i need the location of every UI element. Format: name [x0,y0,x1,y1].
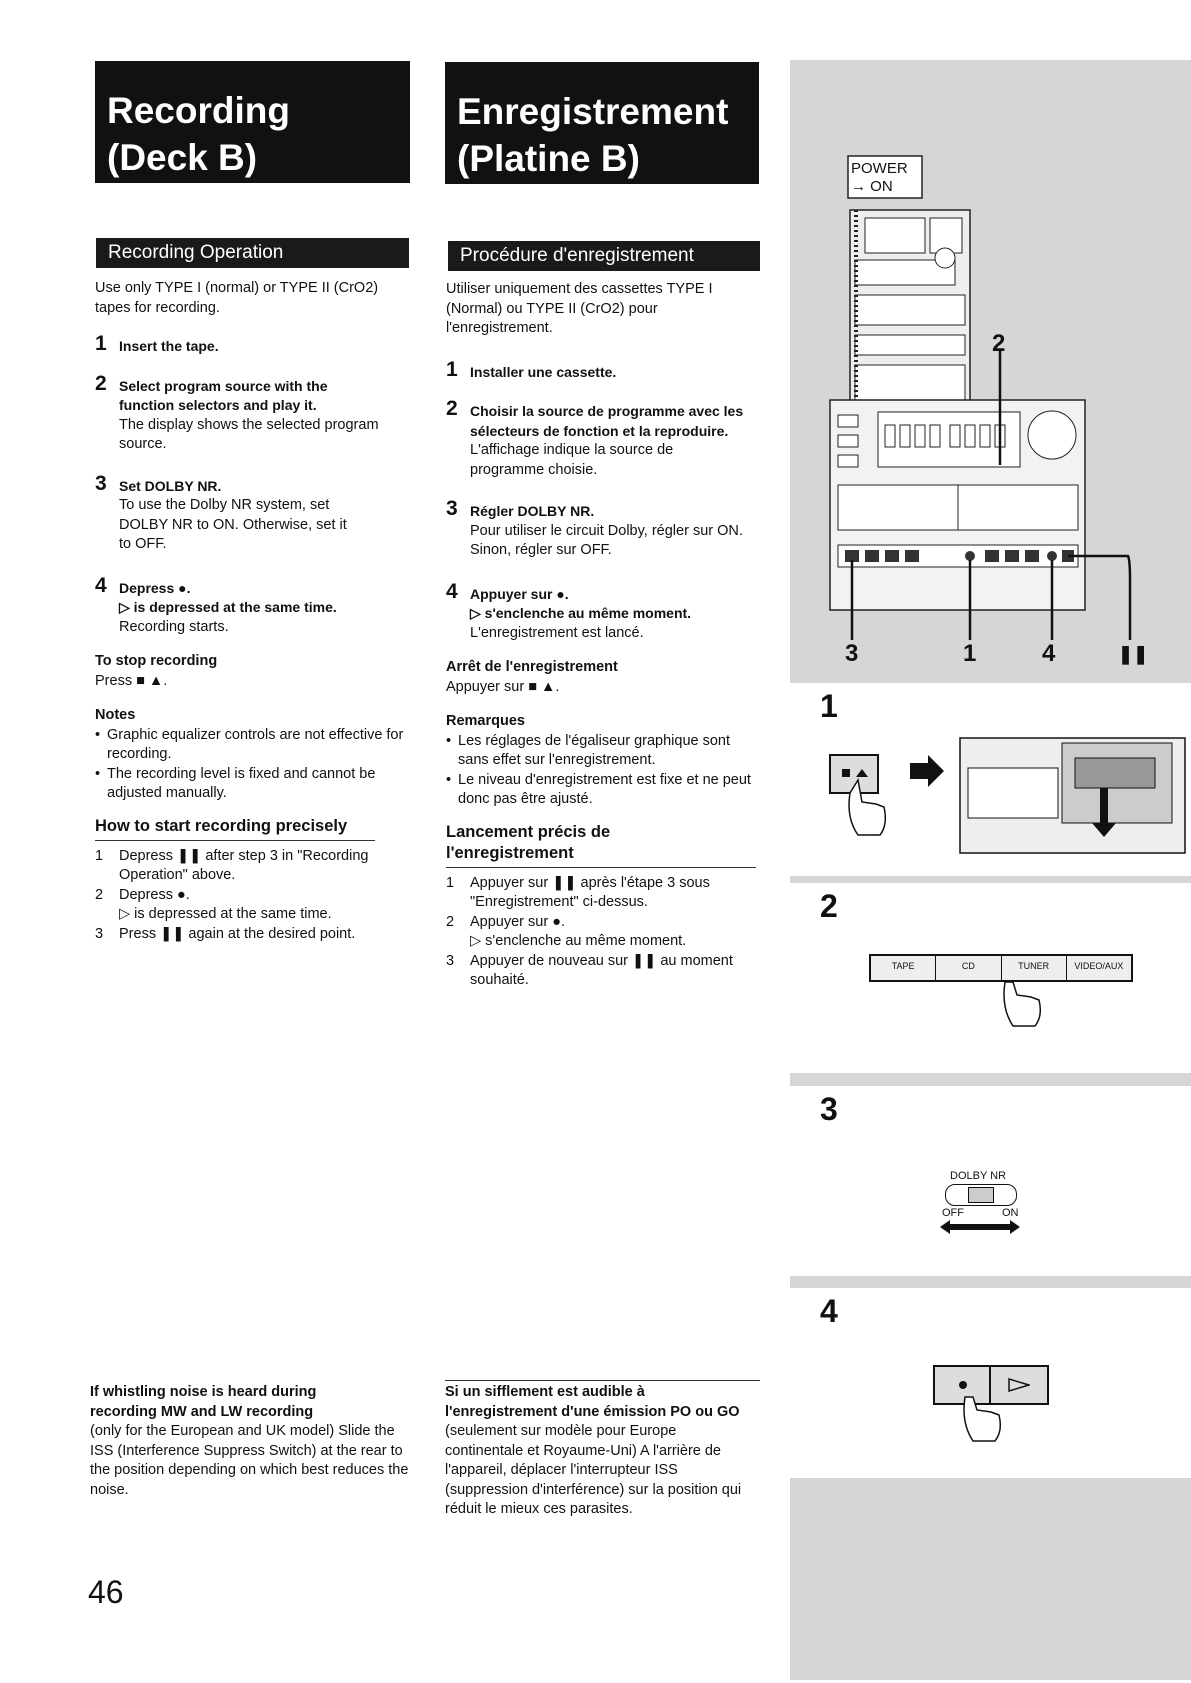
step-heading: Insert the tape. [119,338,219,354]
step-2 [446,397,761,480]
pointing-hand-icon [995,978,1055,1038]
step-1 [446,357,761,383]
step-number: 2 [95,371,107,395]
precise-heading: How to start recording precisely [95,816,375,841]
callout-3: 3 [845,640,859,667]
step-number: 3 [95,471,107,495]
record-icon [959,1381,967,1389]
panel-number: 2 [820,888,838,924]
whistle-note-french [445,1383,755,1520]
whistle-note-english [90,1383,410,1500]
figure-panel-1 [790,683,1191,876]
note-item: • Les réglages de l'égaliseur graphique sont sans effet sur l'enregistrement. [446,732,731,768]
panel-number: 4 [820,1293,838,1329]
step-heading: Appuyer sur ●. [470,585,569,602]
stop-text: Press ■ ▲. [95,672,168,689]
list-item: 1 Depress ❚❚ after step 3 in "Recording Operation" above. [95,847,369,883]
page-title-french [445,62,759,184]
panel-number: 1 [820,688,838,724]
callout-pause: ❚❚ [1118,644,1149,664]
precise-heading: Lancement précis de l'enregistrement [446,822,756,868]
intro-text: Utiliser uniquement des cassettes TYPE I (Normal) ou TYPE II (CrO2) pour l'enregistrement. [446,281,713,336]
step-text: To use the Dolby NR system, set DOLBY NR to ON. Otherwise, set it to OFF. [119,497,347,552]
intro-text: Use only TYPE I (normal) or TYPE II (CrO2) tapes for recording. [95,280,379,316]
list-item: ▷ s'enclenche au même moment. [470,933,687,949]
title-line-2: (Platine B) [457,138,640,179]
list-item: ▷ is depressed at the same time. [119,906,332,922]
double-arrow-icon [940,1220,1020,1234]
step-3 [446,497,761,561]
step-3 [95,471,410,555]
whistle-text: (seulement sur modèle pour Europe continentale et Royaume-Uni) A l'arrière de l'appareil, déplacer l'interrupteur ISS (suppression d'interférence) sur la position qui réduit le mieux ces parasites. [445,1423,742,1517]
title-line-1: Recording [107,90,290,131]
page-title-english [95,61,410,183]
left-column [95,279,410,944]
list-item: 2 Depress ●. [95,886,190,903]
step-text: Pour utiliser le circuit Dolby, régler sur ON. Sinon, régler sur OFF. [470,522,743,558]
list-item: 3 Appuyer de nouveau sur ❚❚ au moment souhaité. [446,952,733,988]
figure-panel-3 [790,1086,1191,1276]
dolby-on-label: ON [1002,1207,1019,1219]
stop-heading: Arrêt de l'enregistrement [446,659,618,675]
whistle-heading: Si un sifflement est audible à l'enregistrement d'une émission PO ou GO [445,1384,740,1420]
callout-4: 4 [1042,640,1056,667]
bottom-rule [445,1380,760,1381]
section-header-recording-operation: Recording Operation [96,238,409,268]
stereo-system-illustration [790,60,1191,680]
pointing-hand-icon [955,1393,1015,1453]
function-button-video-aux[interactable]: VIDEO/AUX [1074,961,1124,971]
callout-2: 2 [992,330,1006,357]
step-text: The display shows the selected program source. [119,416,379,452]
panel-number: 3 [820,1091,838,1127]
step-heading: Régler DOLBY NR. [470,503,595,519]
power-label-line-2: → ON [851,178,893,195]
right-column [446,280,761,991]
note-item: • Le niveau d'enregistrement est fixe et ne peut donc pas être ajusté. [446,771,751,807]
dolby-off-label: OFF [942,1207,964,1219]
figure-panel-4 [790,1288,1191,1478]
step-text: L'enregistrement est lancé. [470,624,644,641]
step-number: 2 [446,397,458,420]
function-button-cd[interactable]: CD [936,956,1001,980]
step-subheading: ▷ s'enclenche au même moment. [470,605,692,621]
dolby-switch[interactable] [945,1184,1017,1206]
step-2 [95,371,410,455]
step-heading: Depress ●. [119,579,191,596]
dolby-label: DOLBY NR [950,1170,1007,1182]
whistle-text: (only for the European and UK model) Slide the ISS (Interference Suppress Switch) at the rear to the position depending on which best reduces the noise. [90,1423,409,1498]
step-number: 1 [446,357,458,381]
step-heading: Set DOLBY NR. [119,477,222,494]
notes-heading: Notes [95,707,136,723]
step-number: 1 [95,332,107,355]
step-number: 4 [446,579,458,603]
list-item: 3 Press ❚❚ again at the desired point. [95,925,356,942]
step-4 [446,579,761,644]
step-text: L'affichage indique la source de programme choisie. [470,442,674,478]
step-heading: Choisir la source de programme avec les sélecteurs de fonction et la reproduire. [470,403,744,439]
function-button-tuner[interactable]: TUNER [1002,956,1067,980]
whistle-heading: If whistling noise is heard during recording MW and LW recording [90,1384,317,1420]
step-number: 4 [95,573,107,597]
stop-heading: To stop recording [95,653,218,669]
list-item: 1 Appuyer sur ❚❚ après l'étape 3 sous "Enregistrement" ci-dessus. [446,874,710,910]
step-heading: Installer une cassette. [470,363,617,380]
title-line-1: Enregistrement [457,91,729,132]
note-item: • Graphic equalizer controls are not effective for recording. [95,726,404,762]
notes-heading: Remarques [446,713,525,729]
list-item: 2 Appuyer sur ●. [446,913,565,930]
step-heading: Select program source with the function selectors and play it. [119,377,328,413]
page-number: 46 [88,1574,124,1610]
step-1 [95,332,410,357]
note-item: • The recording level is fixed and cannot be adjusted manually. [95,765,376,801]
section-header-procedure: Procédure d'enregistrement [448,241,760,271]
step-number: 3 [446,497,458,520]
callout-1: 1 [963,640,977,667]
function-button-tape[interactable]: TAPE [871,956,936,980]
power-label-line-1: POWER [851,160,908,177]
figure-panel-2 [790,883,1191,1073]
step-subheading: ▷ is depressed at the same time. [119,599,337,615]
stop-text: Appuyer sur ■ ▲. [446,678,560,695]
play-icon [1008,1378,1030,1392]
step-4 [95,573,410,638]
step-text: Recording starts. [119,618,229,635]
title-line-2: (Deck B) [107,137,258,178]
